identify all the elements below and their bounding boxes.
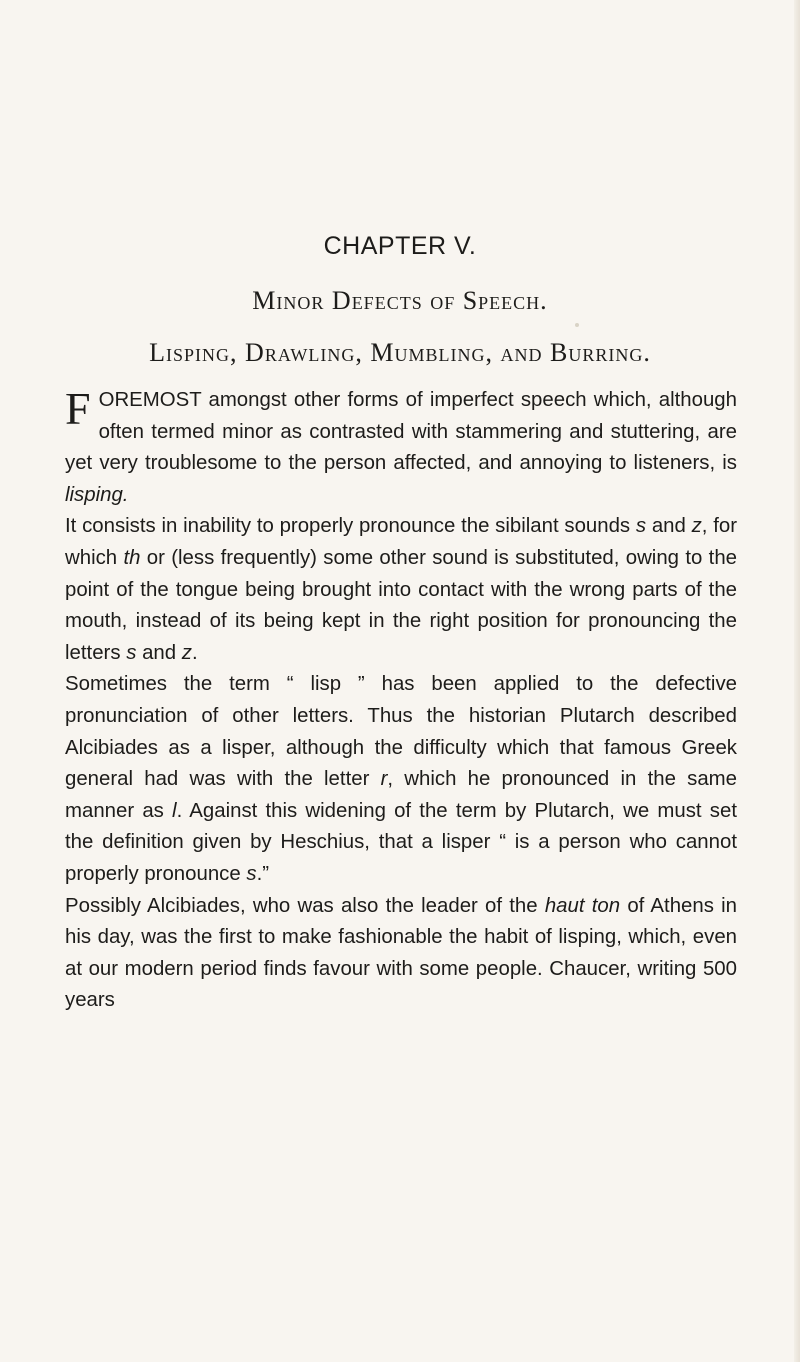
p3-letter-r: r xyxy=(380,768,388,791)
p3-letter-s: s xyxy=(246,862,257,885)
p2-text-f: . xyxy=(191,641,198,664)
p2-text-d: or (less frequently) some other sound is substituted, owing to the point of the tongue being brought into contact with the wrong parts of the mouth, instead of its being kept in the right position for pronouncing the letters xyxy=(65,546,737,664)
chapter-title: Minor Defects of Speech. xyxy=(252,286,548,315)
p3-text-a: Sometimes the term “ lisp ” has been applied to the defective pronunciation of other letters. Thus the historian Plutarch described Alcibiades as a lisper, although the difficulty which that famous Greek general had was with the letter xyxy=(65,673,737,791)
page-edge xyxy=(794,0,800,1362)
paragraph-2 xyxy=(65,511,737,669)
paragraph-1 xyxy=(65,385,737,511)
p2-text-c: , for which xyxy=(65,515,737,569)
drop-cap: F xyxy=(65,383,91,434)
paragraph-1-text: OREMOST amongst other forms of imperfect speech which, although often termed minor as contrasted with stammering and stuttering, are yet very troublesome to the person affected, and annoying to listeners, is xyxy=(65,389,737,475)
p2-letter-s: s xyxy=(635,515,647,538)
p2-text-b: and xyxy=(646,515,692,538)
p2-letters-th: th xyxy=(123,546,141,569)
body-text xyxy=(65,385,737,1017)
p3-text-c: . Against this widening of the term by Plutarch, we must set the definition given by Heschius, that a lisper “ is a person who cannot properly pronounce xyxy=(65,799,737,885)
p3-text-b: , which he pronounced in the same manner as xyxy=(65,768,737,822)
p2-letter-s-2: s xyxy=(126,641,137,664)
p2-letter-z-2: z xyxy=(181,641,192,664)
p3-text-d: .” xyxy=(256,862,270,885)
paragraph-1-italic: lisping. xyxy=(65,483,129,506)
p4-haut-ton: haut ton xyxy=(544,894,621,917)
p4-text-b: of Athens in his day, was the first to make fashionable the habit of lisping, which, even at our modern period finds favour with some people. Chaucer, writing 500 years xyxy=(65,894,737,1012)
paragraph-4 xyxy=(65,891,737,1017)
chapter-heading: CHAPTER V. xyxy=(323,232,477,260)
p2-letter-z: z xyxy=(691,515,702,538)
p2-text-e: and xyxy=(136,641,182,664)
p4-text-a: Possibly Alcibiades, who was also the leader of the xyxy=(65,894,545,917)
p2-text-a: It consists in inability to properly pronounce the sibilant sounds xyxy=(65,515,636,538)
chapter-subtitle: Lisping, Drawling, Mumbling, and Burring. xyxy=(149,338,651,367)
paragraph-3 xyxy=(65,669,737,890)
ink-speck xyxy=(575,323,579,327)
p3-letter-l: l xyxy=(172,799,177,822)
